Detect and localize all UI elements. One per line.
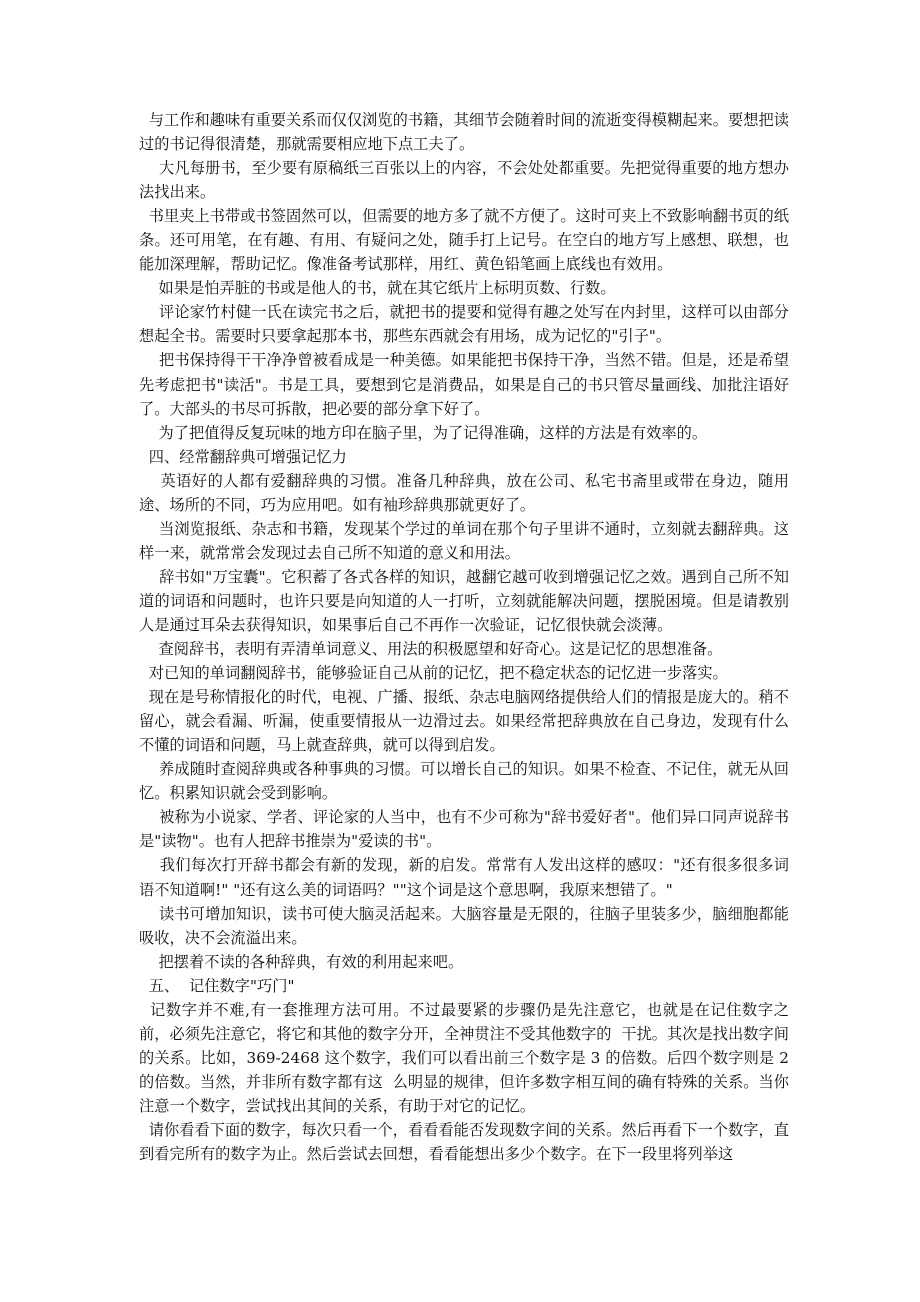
paragraph: 评论家竹村健一氏在读完书之后，就把书的提要和觉得有趣之处写在内封里，这样可以由部分想起全书。需要时只要拿起那本书，那些东西就会有用场，成为记忆的"引子"。 [139, 303, 789, 346]
paragraph: 如果是怕弄脏的书或是他人的书，就在其它纸片上标明页数、行数。 [139, 279, 616, 298]
paragraph: 书里夹上书带或书签固然可以，但需要的地方多了就不方便了。这时可夹上不致影响翻书页的纸条。还可用笔，在有趣、有用、有疑问之处，随手打上记号。在空白的地方写上感想、联想，也能加深理解，帮助记忆。像准备考试那样，用红、黄色铅笔画上底线也有效用。 [139, 207, 789, 274]
paragraph: 为了把值得反复玩味的地方印在脑子里，为了记得准确，这样的方法是有效率的。 [139, 423, 708, 442]
paragraph: 英语好的人都有爱翻辞典的习惯。准备几种辞典，放在公司、私宅书斋里或带在身边，随用途、场所的不同，巧为应用吧。如有袖珍辞典那就更好了。 [139, 471, 790, 514]
paragraph: 与工作和趣味有重要关系而仅仅浏览的书籍，其细节会随着时间的流逝变得模糊起来。要想把读过的书记得很清楚，那就需要相应地下点工夫了。 [139, 111, 789, 154]
paragraph: 对已知的单词翻阅辞书，能够验证自己从前的记忆，把不稳定状态的记忆进一步落实。 [139, 664, 728, 683]
paragraph: 现在是号称情报化的时代，电视、广播、报纸、杂志电脑网络提供给人们的情报是庞大的。稍不留心，就会看漏、听漏，使重要情报从一边滑过去。如果经常把辞典放在自己身边，发现有什么不懂的词语和问题，马上就查辞典，就可以得到启发。 [139, 688, 789, 755]
paragraph: 请你看看下面的数字，每次只看一个，看看看能否发现数字间的关系。然后再看下一个数字，直到看完所有的数字为止。然后尝试去回想，看看能想出多少个数字。在下一段里将列举这 [139, 1120, 789, 1164]
paragraph: 记数字并不难,有一套推理方法可用。不过最要紧的步骤仍是先注意它，也就是在记住数字之前，必须先注意它，将它和其他的数字分开，全神贯注不受其他数字的 干扰。其次是找出数字间的关系。比如，369-2468 这个数字，我们可以看出前三个数字是 3 的倍数。后四个数字则是 2 的倍数。当然，并非所有数字都有这 么明显的规律，但许多数字相互间的确有特殊的关系。当你注意一个数字，尝试找出其间的关系，有助于对它的记忆。 [139, 1000, 794, 1115]
paragraph: 查阅辞书，表明有弄清单词意义、用法的积极愿望和好奇心。这是记忆的思想准备。 [139, 640, 723, 659]
paragraph: 辞书如"万宝囊"。它积蓄了各式各样的知识，越翻它越可收到增强记忆之效。遇到自己所不知道的词语和问题时，也许只要是向知道的人一打听，立刻就能解决问题，摆脱困境。但是请教别人是通过耳朵去获得知识，如果事后自己不再作一次验证，记忆很快就会淡薄。 [139, 567, 789, 634]
section-heading: 四、经常翻辞典可增强记忆力 [139, 447, 347, 466]
paragraph: 我们每次打开辞书都会有新的发现，新的启发。常常有人发出这样的感叹："还有很多很多词语不知道啊!" "还有这么美的词语吗？""这个词是这个意思啊，我原来想错了。" [139, 856, 789, 899]
document-body [139, 108, 794, 1166]
paragraph: 把摆着不读的各种辞典，有效的利用起来吧。 [139, 952, 464, 971]
paragraph: 把书保持得干干净净曾被看成是一种美德。如果能把书保持干净，当然不错。但是，还是希望先考虑把书"读活"。书是工具，要想到它是消费品，如果是自己的书只管尽量画线、加批注语好了。大部头的书尽可拆散，把必要的部分拿下好了。 [139, 351, 789, 418]
paragraph: 读书可增加知识，读书可使大脑灵活起来。大脑容量是无限的，往脑子里装多少，脑细胞都能吸收，决不会流溢出来。 [139, 904, 789, 947]
paragraph: 当浏览报纸、杂志和书籍，发现某个学过的单词在那个句子里讲不通时，立刻就去翻辞典。这样一来，就常常会发现过去自己所不知道的意义和用法。 [139, 519, 789, 562]
paragraph: 养成随时查阅辞典或各种事典的习惯。可以增长自己的知识。如果不检查、不记住，就无从回忆。积累知识就会受到影响。 [139, 760, 789, 803]
paragraph: 被称为小说家、学者、评论家的人当中，也有不少可称为"辞书爱好者"。他们异口同声说辞书是"读物"。也有人把辞书推崇为"爱读的书"。 [139, 808, 789, 851]
section-heading: 五、 记住数字"巧门" [139, 976, 295, 995]
paragraph: 大凡每册书，至少要有原稿纸三百张以上的内容，不会处处都重要。先把觉得重要的地方想办法找出来。 [139, 159, 789, 202]
